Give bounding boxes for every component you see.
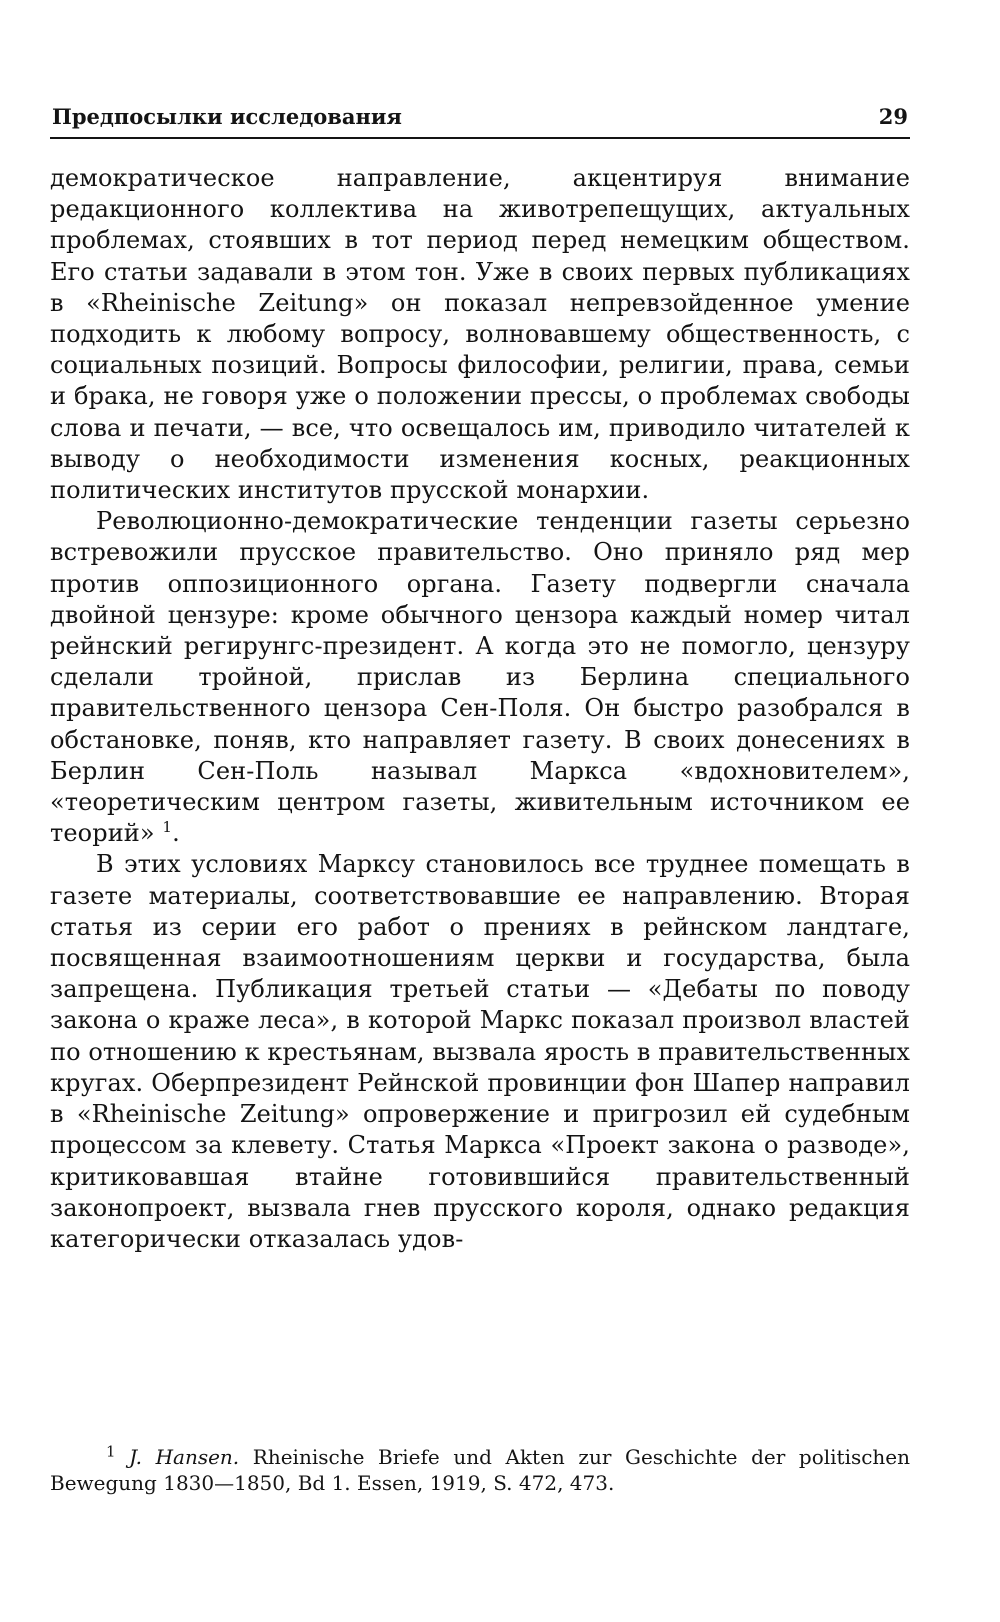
footnote-mark: 1 [162, 818, 173, 837]
footnotes [50, 1444, 910, 1496]
running-head-title: Предпосылки исследования [52, 104, 402, 129]
page-number: 29 [878, 104, 908, 129]
body-text [50, 163, 910, 1255]
footnote-1-mark: 1 [106, 1442, 116, 1461]
paragraph-2-tail: . [172, 819, 180, 848]
paragraph-3 [50, 849, 910, 1255]
paragraph-2 [50, 506, 910, 849]
footnote-1-text: Rheinische Briefe und Akten zur Geschichte der politischen Bewegung 1830—1850, Bd 1. Essen, 1919, S. 472, 473. [50, 1445, 911, 1495]
footnote-1-author: J. Hansen. [129, 1445, 240, 1469]
paragraph-2-text: Революционно-демократические тенденции газеты серьезно встревожили прусское правительство. Оно приняло ряд мер против оппозиционного органа. Газету подвергли сначала двойной цензуре: кроме обычного цензора каждый номер читал рейнский регирунгс-президент. А когда это не помогло, цензуру сделали тройной, прислав из Берлина специального правительственного цензора Сен-Поля. Он быстро разобрался в обстановке, поняв, кто направляет газету. В своих донесениях в Берлин Сен-Поль называл Маркса «вдохновителем», «теоретическим центром газеты, живительным источником ее теорий» [50, 507, 910, 848]
footnote-1 [50, 1444, 910, 1496]
running-head [50, 104, 910, 139]
paragraph-3-text: В этих условиях Марксу становилось все труднее помещать в газете материалы, соответствовавшие ее направлению. Вторая статья из серии его работ о прениях в рейнском ландтаге, посвященная взаимоотношениям церкви и государства, была запрещена. Публикация третьей статьи — «Дебаты по поводу закона о краже леса», в которой Маркс показал произвол властей по отношению к крестьянам, вызвала ярость в правительственных кругах. Оберпрезидент Рейнской провинции фон Шапер направил в «Rheinische Zeitung» опровержение и пригрозил ей судебным процессом за клевету. Статья Маркса «Проект закона о разводе», критиковавшая втайне готовившийся правительственный законопроект, вызвала гнев прусского короля, однако редакция категорически отказалась удов- [50, 850, 910, 1253]
page [50, 104, 910, 1255]
paragraph-1-text: демократическое направление, акцентируя внимание редакционного коллектива на животрепещущих, актуальных проблемах, стоявших в тот период перед немецким обществом. Его статьи задавали в этом тон. Уже в своих первых публикациях в «Rheinische Zeitung» он показал непревзойденное умение подходить к любому вопросу, волновавшему общественность, с социальных позиций. Вопросы философии, религии, права, семьи и брака, не говоря уже о положении прессы, о проблемах свободы слова и печати, — все, что освещалось им, приводило читателей к выводу о необходимости изменения косных, реакционных политических институтов прусской монархии. [50, 164, 910, 505]
paragraph-1 [50, 163, 910, 506]
